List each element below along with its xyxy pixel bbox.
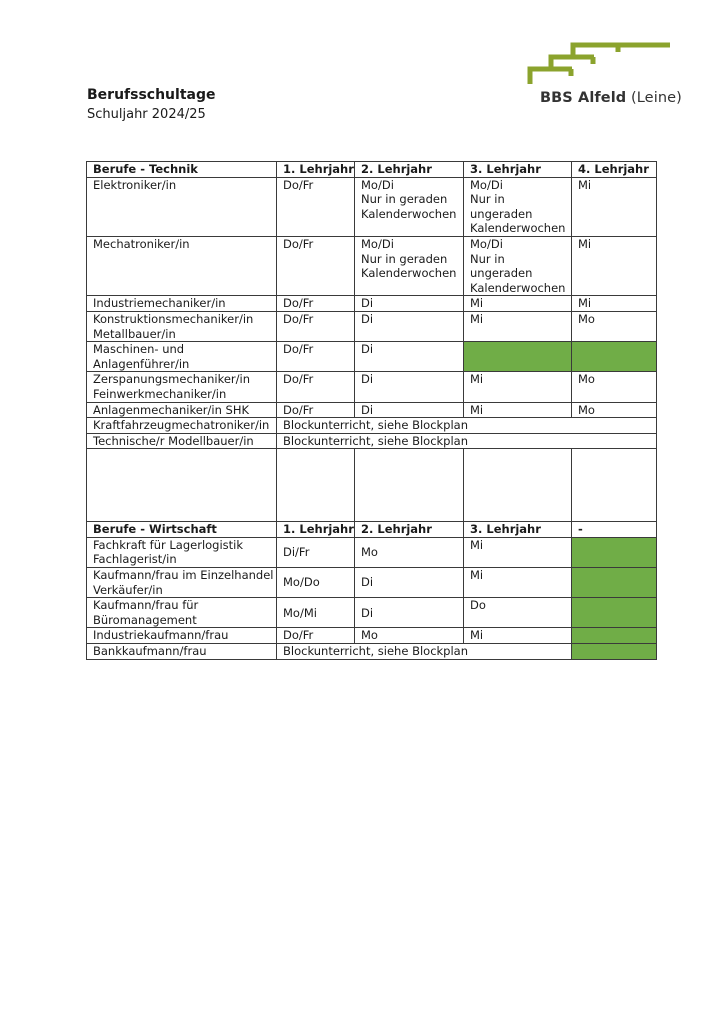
cell-line: Do/Fr	[283, 236, 314, 251]
cell-line: Kaufmann/frau für	[93, 598, 199, 613]
year4-cell	[572, 236, 657, 295]
wirtschaft-section	[87, 522, 657, 659]
year2-cell	[355, 402, 464, 418]
profession-cell	[87, 537, 277, 567]
year3-cell	[464, 296, 572, 312]
block-note-cell: Blockunterricht, siehe Blockplan	[277, 418, 657, 434]
cell-line: Zerspanungsmechaniker/in	[93, 372, 251, 387]
profession-cell	[87, 402, 277, 418]
year1-cell	[277, 342, 355, 372]
year1-cell: Do/Fr	[277, 628, 355, 644]
year2-cell: Di	[355, 568, 464, 598]
table-row	[87, 372, 657, 402]
year1-cell: Mo/Mi	[277, 598, 355, 628]
year1-cell	[277, 177, 355, 236]
year2-cell	[355, 296, 464, 312]
year4-cell	[572, 372, 657, 402]
table-row	[87, 433, 657, 449]
year3-cell	[464, 372, 572, 402]
profession-cell	[87, 598, 277, 628]
cell-line: Mi	[470, 402, 484, 417]
profession-cell	[87, 296, 277, 312]
header-cell: 1. Lehrjahr	[277, 162, 355, 178]
table-row	[87, 418, 657, 434]
table-row	[87, 342, 657, 372]
profession-cell	[87, 628, 277, 644]
year3-cell: Mi	[464, 537, 572, 567]
year1-cell	[277, 402, 355, 418]
cell-line: Do/Fr	[283, 311, 314, 326]
header-cell: 4. Lehrjahr	[572, 162, 657, 178]
cell-line: Metallbauer/in	[93, 326, 176, 341]
year4-cell	[572, 402, 657, 418]
cell-line: Feinwerkmechaniker/in	[93, 386, 227, 401]
year2-cell	[355, 311, 464, 341]
header-cell: Berufe - Wirtschaft	[87, 522, 277, 538]
cell-line: Mi	[470, 296, 484, 311]
cell-line: Anlagenführer/in	[93, 356, 190, 371]
table-row	[87, 628, 657, 644]
table-row	[87, 568, 657, 598]
table-row	[87, 296, 657, 312]
block-note-cell: Blockunterricht, siehe Blockplan	[277, 644, 572, 660]
cell-line: Do/Fr	[283, 372, 314, 387]
cell-line: Kalenderwochen	[470, 280, 566, 295]
cell-line: Mi	[578, 177, 592, 192]
empty-cell	[87, 449, 277, 522]
cell-line: Do/Fr	[283, 402, 314, 417]
table-row	[87, 311, 657, 341]
cell-line: Mi	[470, 311, 484, 326]
cell-line: Nur in	[470, 251, 505, 266]
year4-cell	[572, 537, 657, 567]
cell-line: Mo	[578, 372, 595, 387]
page-subtitle: Schuljahr 2024/25	[87, 107, 206, 122]
cell-line: Do/Fr	[283, 296, 314, 311]
logo-text: BBS Alfeld (Leine)	[540, 90, 682, 106]
empty-cell	[572, 449, 657, 522]
cell-line: ungeraden	[470, 206, 533, 221]
profession-cell	[87, 372, 277, 402]
year2-cell	[355, 236, 464, 295]
cell-line: Kalenderwochen	[361, 266, 457, 281]
cell-line: Mo/Di	[470, 236, 503, 251]
year4-cell	[572, 568, 657, 598]
cell-line: Mo/Di	[470, 177, 503, 192]
cell-line: Konstruktionsmechaniker/in	[93, 311, 254, 326]
table-row	[87, 598, 657, 628]
cell-line: Di	[361, 296, 374, 311]
cell-line: Fachkraft für Lagerlogistik	[93, 537, 244, 552]
year1-cell	[277, 311, 355, 341]
cell-line: Nur in	[470, 192, 505, 207]
logo-steps-icon	[524, 40, 676, 92]
profession-cell	[87, 433, 277, 449]
year3-cell	[464, 311, 572, 341]
cell-line: Elektroniker/in	[93, 177, 177, 192]
year4-cell	[572, 177, 657, 236]
technik-header-row	[87, 162, 657, 178]
cell-line: Anlagenmechaniker/in SHK	[93, 402, 250, 417]
year4-cell	[572, 628, 657, 644]
year2-cell: Mo	[355, 628, 464, 644]
empty-cell	[355, 449, 464, 522]
year2-cell: Mo	[355, 537, 464, 567]
cell-line: Mechatroniker/in	[93, 236, 190, 251]
profession-cell	[87, 644, 277, 660]
table-row	[87, 236, 657, 295]
year3-cell	[464, 177, 572, 236]
page-title: Berufsschultage	[87, 87, 216, 103]
cell-line: Mo	[578, 311, 595, 326]
cell-line: Mi	[578, 296, 592, 311]
year2-cell	[355, 177, 464, 236]
cell-line: Di	[361, 402, 374, 417]
cell-line: Di	[361, 311, 374, 326]
block-note-cell: Blockunterricht, siehe Blockplan	[277, 433, 657, 449]
table-row	[87, 537, 657, 567]
profession-cell	[87, 177, 277, 236]
cell-line: Mi	[578, 236, 592, 251]
header-cell: 3. Lehrjahr	[464, 522, 572, 538]
schedule-table	[86, 161, 657, 660]
cell-line: Technische/r Modellbauer/in	[93, 433, 254, 448]
table-row	[87, 644, 657, 660]
cell-line: Mo/Di	[361, 236, 394, 251]
year3-cell: Do	[464, 598, 572, 628]
profession-cell	[87, 568, 277, 598]
year3-cell: Mi	[464, 568, 572, 598]
cell-line: Di	[361, 372, 374, 387]
cell-line: Kalenderwochen	[361, 206, 457, 221]
cell-line: Bankkaufmann/frau	[93, 644, 207, 659]
year4-cell	[572, 311, 657, 341]
cell-line: Maschinen- und	[93, 342, 185, 357]
cell-line: Industriemechaniker/in	[93, 296, 226, 311]
year2-cell: Di	[355, 598, 464, 628]
cell-line: Fachlagerist/in	[93, 552, 177, 567]
cell-line: Do/Fr	[283, 177, 314, 192]
spacer-row	[87, 449, 657, 522]
table-row	[87, 402, 657, 418]
year4-cell	[572, 644, 657, 660]
profession-cell	[87, 418, 277, 434]
empty-cell	[464, 449, 572, 522]
year4-cell	[572, 342, 657, 372]
year2-cell	[355, 342, 464, 372]
year4-cell	[572, 296, 657, 312]
table-row	[87, 177, 657, 236]
year3-cell	[464, 342, 572, 372]
cell-line: Nur in geraden	[361, 251, 448, 266]
year3-cell	[464, 236, 572, 295]
cell-line: Verkäufer/in	[93, 582, 163, 597]
year3-cell	[464, 402, 572, 418]
year4-cell	[572, 598, 657, 628]
cell-line: Mi	[470, 372, 484, 387]
header-cell: Berufe - Technik	[87, 162, 277, 178]
profession-cell	[87, 311, 277, 341]
year2-cell	[355, 372, 464, 402]
profession-cell	[87, 236, 277, 295]
year1-cell	[277, 296, 355, 312]
header-cell: 2. Lehrjahr	[355, 162, 464, 178]
year1-cell	[277, 236, 355, 295]
header-cell: -	[572, 522, 657, 538]
cell-line: Büromanagement	[93, 612, 197, 627]
school-logo	[524, 40, 682, 112]
wirtschaft-header-row	[87, 522, 657, 538]
year1-cell: Mo/Do	[277, 568, 355, 598]
cell-line: Mo	[578, 402, 595, 417]
cell-line: Kalenderwochen	[470, 221, 566, 236]
cell-line: Do/Fr	[283, 342, 314, 357]
cell-line: Di	[361, 342, 374, 357]
cell-line: Kraftfahrzeugmechatroniker/in	[93, 418, 270, 433]
cell-line: ungeraden	[470, 266, 533, 281]
year3-cell: Mi	[464, 628, 572, 644]
year1-cell	[277, 372, 355, 402]
technik-section	[87, 162, 657, 449]
spacer-section	[87, 449, 657, 522]
empty-cell	[277, 449, 355, 522]
cell-line: Industriekaufmann/frau	[93, 628, 229, 643]
year1-cell: Di/Fr	[277, 537, 355, 567]
cell-line: Mo/Di	[361, 177, 394, 192]
header-cell: 1. Lehrjahr	[277, 522, 355, 538]
header-cell: 2. Lehrjahr	[355, 522, 464, 538]
header-cell: 3. Lehrjahr	[464, 162, 572, 178]
cell-line: Nur in geraden	[361, 192, 448, 207]
profession-cell	[87, 342, 277, 372]
cell-line: Kaufmann/frau im Einzelhandel	[93, 568, 274, 583]
